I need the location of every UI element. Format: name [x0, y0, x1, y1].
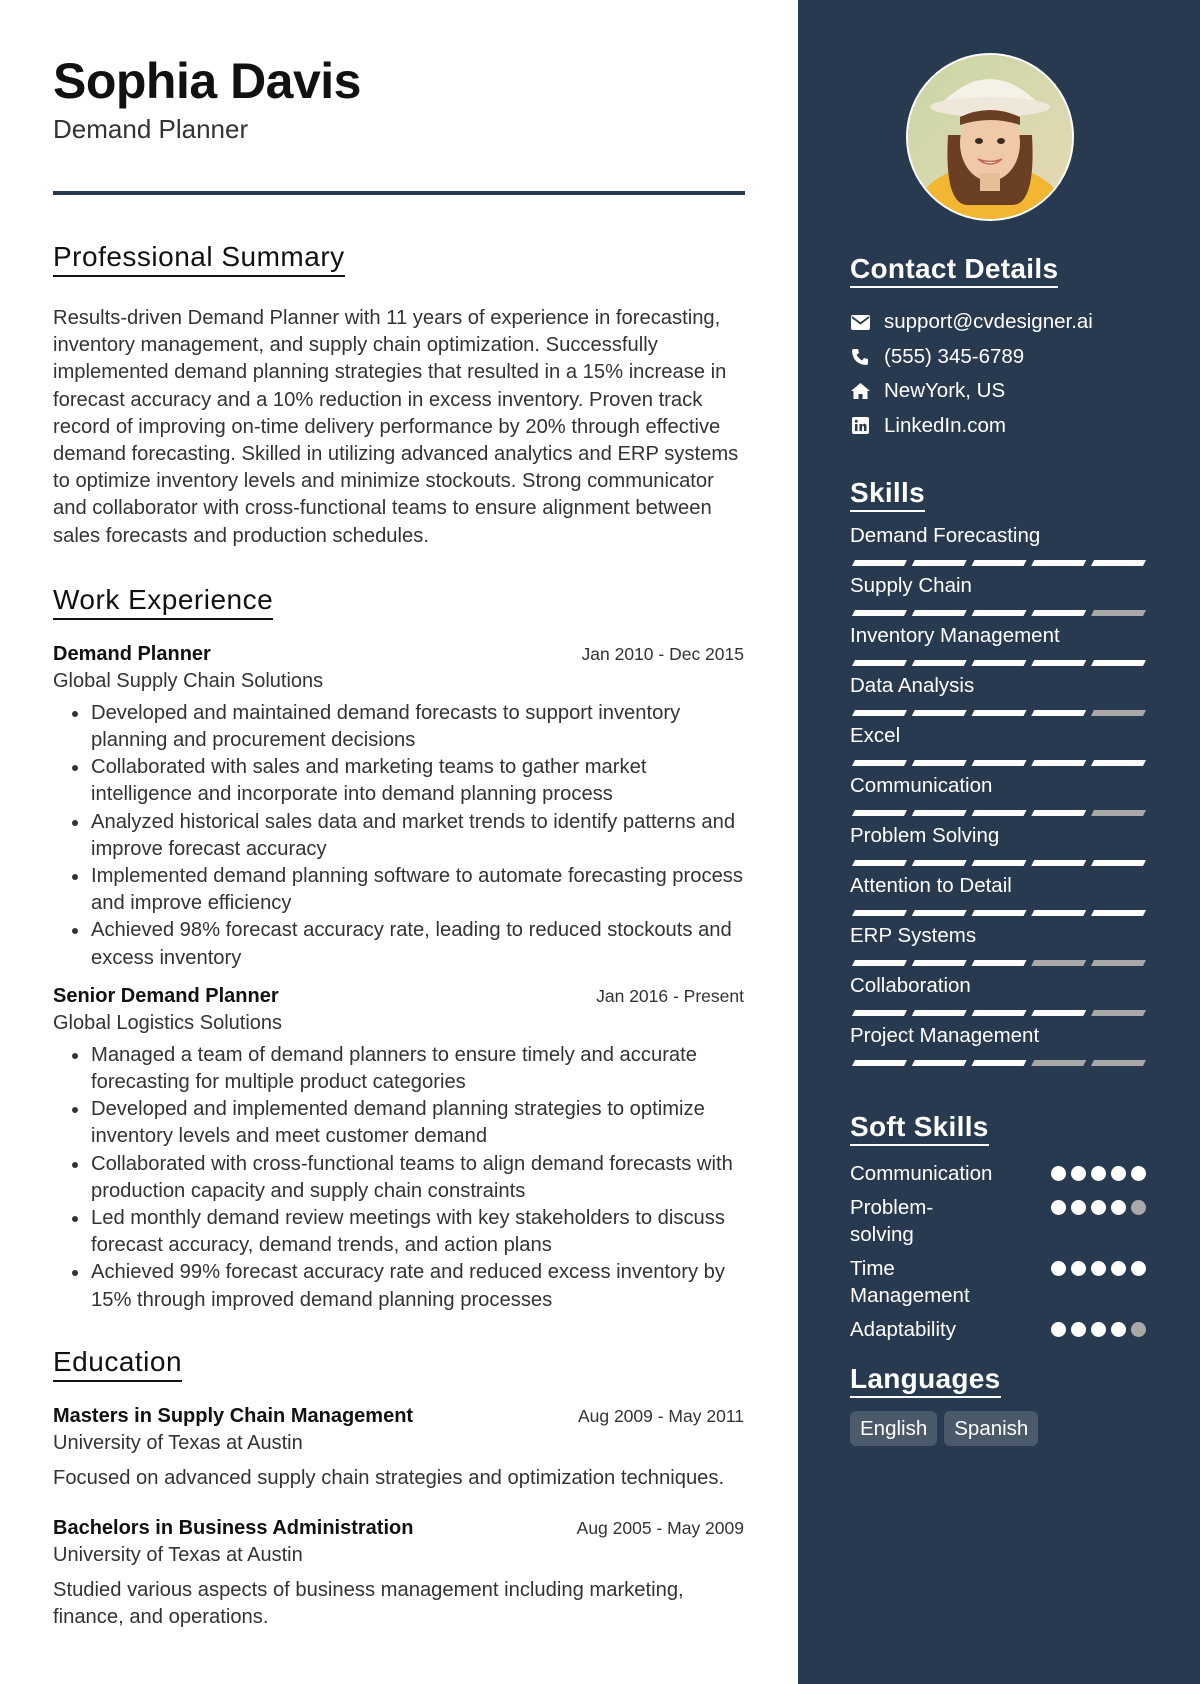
- skill-segment-filled: [912, 1060, 967, 1066]
- soft-skill-name: Communication: [850, 1162, 993, 1185]
- job-date: Jan 2016 - Present: [596, 985, 744, 1006]
- candidate-name: Sophia Davis: [53, 53, 361, 109]
- skill-segment-filled: [912, 810, 967, 816]
- skill-level-bar: [852, 859, 1146, 867]
- skill-segment-filled: [972, 1010, 1027, 1016]
- job-bullet: • Implemented demand planning software to automate forecasting process and improve efficiency: [90, 863, 744, 917]
- skill-segment-filled: [972, 560, 1027, 566]
- contact-location-text: NewYork, US: [884, 379, 1006, 403]
- job-bullet: • Developed and maintained demand forecasts to support inventory planning and procurement decisions: [90, 700, 744, 754]
- skill-name: Problem Solving: [850, 824, 1000, 847]
- rating-dot-filled: [1071, 1261, 1086, 1276]
- soft-skills-heading: Soft Skills: [850, 1110, 989, 1146]
- skill-segment-empty: [1031, 960, 1086, 966]
- skill-segment-filled: [1091, 560, 1146, 566]
- education-degree: Masters in Supply Chain Management: [53, 1404, 414, 1427]
- skill-segment-empty: [1091, 710, 1146, 716]
- skill-segment-empty: [1091, 810, 1146, 816]
- skill-segment-filled: [972, 710, 1027, 716]
- skill-level-bar: [852, 1059, 1146, 1067]
- soft-skill-rating: [1051, 1194, 1146, 1215]
- skill-item: [850, 574, 1146, 624]
- envelope-icon: [850, 312, 870, 332]
- rating-dot-filled: [1051, 1322, 1066, 1337]
- job-entry: [53, 640, 744, 972]
- skill-segment-filled: [972, 610, 1027, 616]
- skill-segment-filled: [912, 710, 967, 716]
- contact-email[interactable]: [850, 305, 1093, 340]
- skill-name: Data Analysis: [850, 674, 975, 697]
- soft-skill-item: [850, 1316, 1146, 1343]
- summary-heading: Professional Summary: [53, 241, 345, 277]
- skill-segment-filled: [852, 960, 907, 966]
- rating-dot-filled: [1091, 1200, 1106, 1215]
- job-bullet: • Collaborated with sales and marketing teams to gather market intelligence and incorporate into demand planning process: [90, 754, 744, 808]
- contact-email-text: support@cvdesigner.ai: [884, 310, 1093, 334]
- skill-segment-filled: [912, 1010, 967, 1016]
- skill-segment-filled: [852, 660, 907, 666]
- contact-heading: Contact Details: [850, 252, 1058, 288]
- skill-segment-filled: [1091, 760, 1146, 766]
- contact-location: [850, 374, 1093, 409]
- skill-segment-filled: [1031, 860, 1086, 866]
- skill-segment-filled: [1031, 760, 1086, 766]
- education-description: Focused on advanced supply chain strategies and optimization techniques.: [53, 1466, 725, 1489]
- skill-item: [850, 974, 1146, 1024]
- soft-skills-list: [850, 1160, 1146, 1350]
- linkedin-icon: [850, 416, 870, 436]
- skill-segment-filled: [912, 560, 967, 566]
- education-description: Studied various aspects of business management including marketing, finance, and operations.: [53, 1579, 684, 1629]
- skill-item: [850, 874, 1146, 924]
- job-bullet: • Collaborated with cross-functional teams to align demand forecasts with production capacity and supply chain constraints: [90, 1151, 744, 1205]
- skill-segment-filled: [972, 910, 1027, 916]
- skill-segment-empty: [1091, 1060, 1146, 1066]
- header-divider: [53, 191, 745, 195]
- rating-dot-filled: [1091, 1166, 1106, 1181]
- soft-skill-item: [850, 1194, 1146, 1248]
- skill-segment-filled: [912, 760, 967, 766]
- skill-level-bar: [852, 959, 1146, 967]
- languages-heading: Languages: [850, 1362, 1001, 1398]
- skill-name: Attention to Detail: [850, 874, 1012, 897]
- education-school: University of Texas at Austin: [53, 1544, 303, 1567]
- rating-dot-filled: [1051, 1200, 1066, 1215]
- education-date: Aug 2009 - May 2011: [577, 1405, 744, 1426]
- skill-item: [850, 774, 1146, 824]
- contact-linkedin[interactable]: [850, 409, 1093, 444]
- education-degree: Bachelors in Business Administration: [53, 1517, 414, 1540]
- skill-name: Excel: [850, 724, 901, 747]
- education-school: University of Texas at Austin: [53, 1431, 303, 1454]
- skill-level-bar: [852, 1009, 1146, 1017]
- skill-segment-filled: [852, 760, 907, 766]
- skill-segment-filled: [912, 960, 967, 966]
- soft-skill-name: Adaptability: [850, 1318, 956, 1341]
- rating-dot-filled: [1091, 1261, 1106, 1276]
- skill-item: [850, 1024, 1146, 1074]
- phone-icon: [850, 347, 870, 367]
- candidate-title: Demand Planner: [53, 114, 249, 144]
- rating-dot-filled: [1111, 1261, 1126, 1276]
- profile-photo-illustration: [908, 55, 1072, 219]
- skill-segment-filled: [852, 910, 907, 916]
- skill-segment-filled: [912, 660, 967, 666]
- rating-dot-filled: [1071, 1166, 1086, 1181]
- skill-level-bar: [852, 609, 1146, 617]
- skill-segment-filled: [1031, 810, 1086, 816]
- skill-item: [850, 924, 1146, 974]
- rating-dot-filled: [1071, 1322, 1086, 1337]
- rating-dot-filled: [1111, 1200, 1126, 1215]
- skill-segment-empty: [1091, 1010, 1146, 1016]
- skill-segment-filled: [1091, 910, 1146, 916]
- rating-dot-filled: [1051, 1261, 1066, 1276]
- skill-segment-filled: [1031, 660, 1086, 666]
- contact-phone[interactable]: [850, 340, 1093, 375]
- skill-segment-filled: [852, 810, 907, 816]
- skill-name: Project Management: [850, 1024, 1040, 1047]
- language-chip: Spanish: [944, 1411, 1038, 1446]
- skill-level-bar: [852, 559, 1146, 567]
- summary-text: Results-driven Demand Planner with 11 years of experience in forecasting, inventory management, and supply chain optimization. Successfully implemented demand planning strategies that resulted in a 15% increase in forecast accuracy and a 10% reduction in excess inventory. Proven track record of improving on-time delivery performance by 20% through effective demand forecasting. Skilled in utilizing advanced analytics and ERP systems to optimize inventory levels and minimize stockouts. Strong communicator and collaborator with cross-functional teams to ensure alignment between sales forecasts and production schedules.: [53, 307, 739, 547]
- job-company: Global Supply Chain Solutions: [53, 669, 324, 692]
- skill-segment-filled: [972, 660, 1027, 666]
- rating-dot-empty: [1131, 1200, 1146, 1215]
- skill-segment-filled: [912, 860, 967, 866]
- skill-level-bar: [852, 659, 1146, 667]
- skills-list: [850, 524, 1146, 1074]
- skill-name: Supply Chain: [850, 574, 972, 597]
- job-bullet: • Analyzed historical sales data and market trends to identify patterns and improve forecast accuracy: [90, 809, 744, 863]
- rating-dot-filled: [1131, 1166, 1146, 1181]
- skill-segment-filled: [912, 610, 967, 616]
- soft-skill-name: Problem-solving: [850, 1196, 934, 1246]
- job-date: Jan 2010 - Dec 2015: [581, 643, 744, 664]
- skill-level-bar: [852, 809, 1146, 817]
- skill-segment-filled: [852, 860, 907, 866]
- skill-segment-filled: [852, 1060, 907, 1066]
- education-date: Aug 2005 - May 2009: [576, 1518, 744, 1539]
- skill-segment-filled: [1031, 710, 1086, 716]
- skill-segment-filled: [912, 910, 967, 916]
- education-heading: Education: [53, 1346, 182, 1382]
- skill-segment-filled: [972, 810, 1027, 816]
- skill-segment-empty: [1091, 610, 1146, 616]
- skill-item: [850, 674, 1146, 724]
- contact-list: [850, 305, 1093, 443]
- job-bullet: • Led monthly demand review meetings with key stakeholders to discuss forecast accuracy, demand trends, and action plans: [90, 1205, 744, 1259]
- skill-segment-filled: [1031, 610, 1086, 616]
- job-bullet: • Managed a team of demand planners to ensure timely and accurate forecasting for multiple product categories: [90, 1042, 744, 1096]
- skill-item: [850, 624, 1146, 674]
- job-bullet: • Achieved 98% forecast accuracy rate, leading to reduced stockouts and excess inventory: [90, 917, 744, 971]
- skill-name: Demand Forecasting: [850, 524, 1041, 547]
- job-bullets: [53, 700, 744, 972]
- skill-segment-filled: [1031, 910, 1086, 916]
- skill-segment-filled: [972, 1060, 1027, 1066]
- skill-segment-filled: [972, 760, 1027, 766]
- soft-skill-rating: [1051, 1160, 1146, 1181]
- job-bullets: [53, 1042, 744, 1314]
- skill-segment-filled: [1031, 1010, 1086, 1016]
- education-entry: [53, 1514, 744, 1631]
- job-role: Senior Demand Planner: [53, 984, 279, 1007]
- skill-segment-filled: [852, 610, 907, 616]
- skill-segment-filled: [1031, 560, 1086, 566]
- skill-segment-filled: [852, 710, 907, 716]
- soft-skill-item: [850, 1255, 1146, 1309]
- job-bullet: • Achieved 99% forecast accuracy rate and reduced excess inventory by 15% through improved demand planning processes: [90, 1259, 744, 1313]
- skill-segment-empty: [1091, 960, 1146, 966]
- rating-dot-filled: [1051, 1166, 1066, 1181]
- rating-dot-filled: [1071, 1200, 1086, 1215]
- skill-name: Collaboration: [850, 974, 971, 997]
- skill-level-bar: [852, 909, 1146, 917]
- rating-dot-empty: [1131, 1322, 1146, 1337]
- soft-skill-rating: [1051, 1316, 1146, 1337]
- skills-heading: Skills: [850, 476, 925, 512]
- soft-skill-rating: [1051, 1255, 1146, 1276]
- skill-segment-empty: [1031, 1060, 1086, 1066]
- skill-item: [850, 824, 1146, 874]
- work-heading: Work Experience: [53, 584, 273, 620]
- skill-name: Inventory Management: [850, 624, 1060, 647]
- skill-level-bar: [852, 709, 1146, 717]
- languages-list: [850, 1411, 1038, 1446]
- job-company: Global Logistics Solutions: [53, 1011, 283, 1034]
- skill-segment-filled: [972, 860, 1027, 866]
- job-bullet: • Developed and implemented demand planning strategies to optimize inventory levels and meet customer demand: [90, 1096, 744, 1150]
- rating-dot-filled: [1111, 1166, 1126, 1181]
- home-icon: [850, 381, 870, 401]
- skill-level-bar: [852, 759, 1146, 767]
- job-entry: [53, 982, 744, 1314]
- skill-item: [850, 724, 1146, 774]
- skill-name: Communication: [850, 774, 993, 797]
- skill-segment-filled: [1091, 660, 1146, 666]
- contact-phone-text: (555) 345-6789: [884, 344, 1025, 368]
- job-role: Demand Planner: [53, 642, 211, 665]
- rating-dot-filled: [1111, 1322, 1126, 1337]
- skill-item: [850, 524, 1146, 574]
- language-chip: English: [850, 1411, 937, 1446]
- skill-segment-filled: [1091, 860, 1146, 866]
- profile-photo: [906, 53, 1074, 221]
- skill-segment-filled: [852, 560, 907, 566]
- sidebar: [798, 0, 1200, 1684]
- contact-linkedin-text: LinkedIn.com: [884, 413, 1006, 437]
- soft-skill-item: [850, 1160, 1146, 1187]
- skill-segment-filled: [852, 1010, 907, 1016]
- rating-dot-filled: [1091, 1322, 1106, 1337]
- soft-skill-name: Time Management: [850, 1257, 970, 1307]
- rating-dot-filled: [1131, 1261, 1146, 1276]
- skill-name: ERP Systems: [850, 924, 977, 947]
- skill-segment-filled: [972, 960, 1027, 966]
- education-entry: [53, 1402, 744, 1492]
